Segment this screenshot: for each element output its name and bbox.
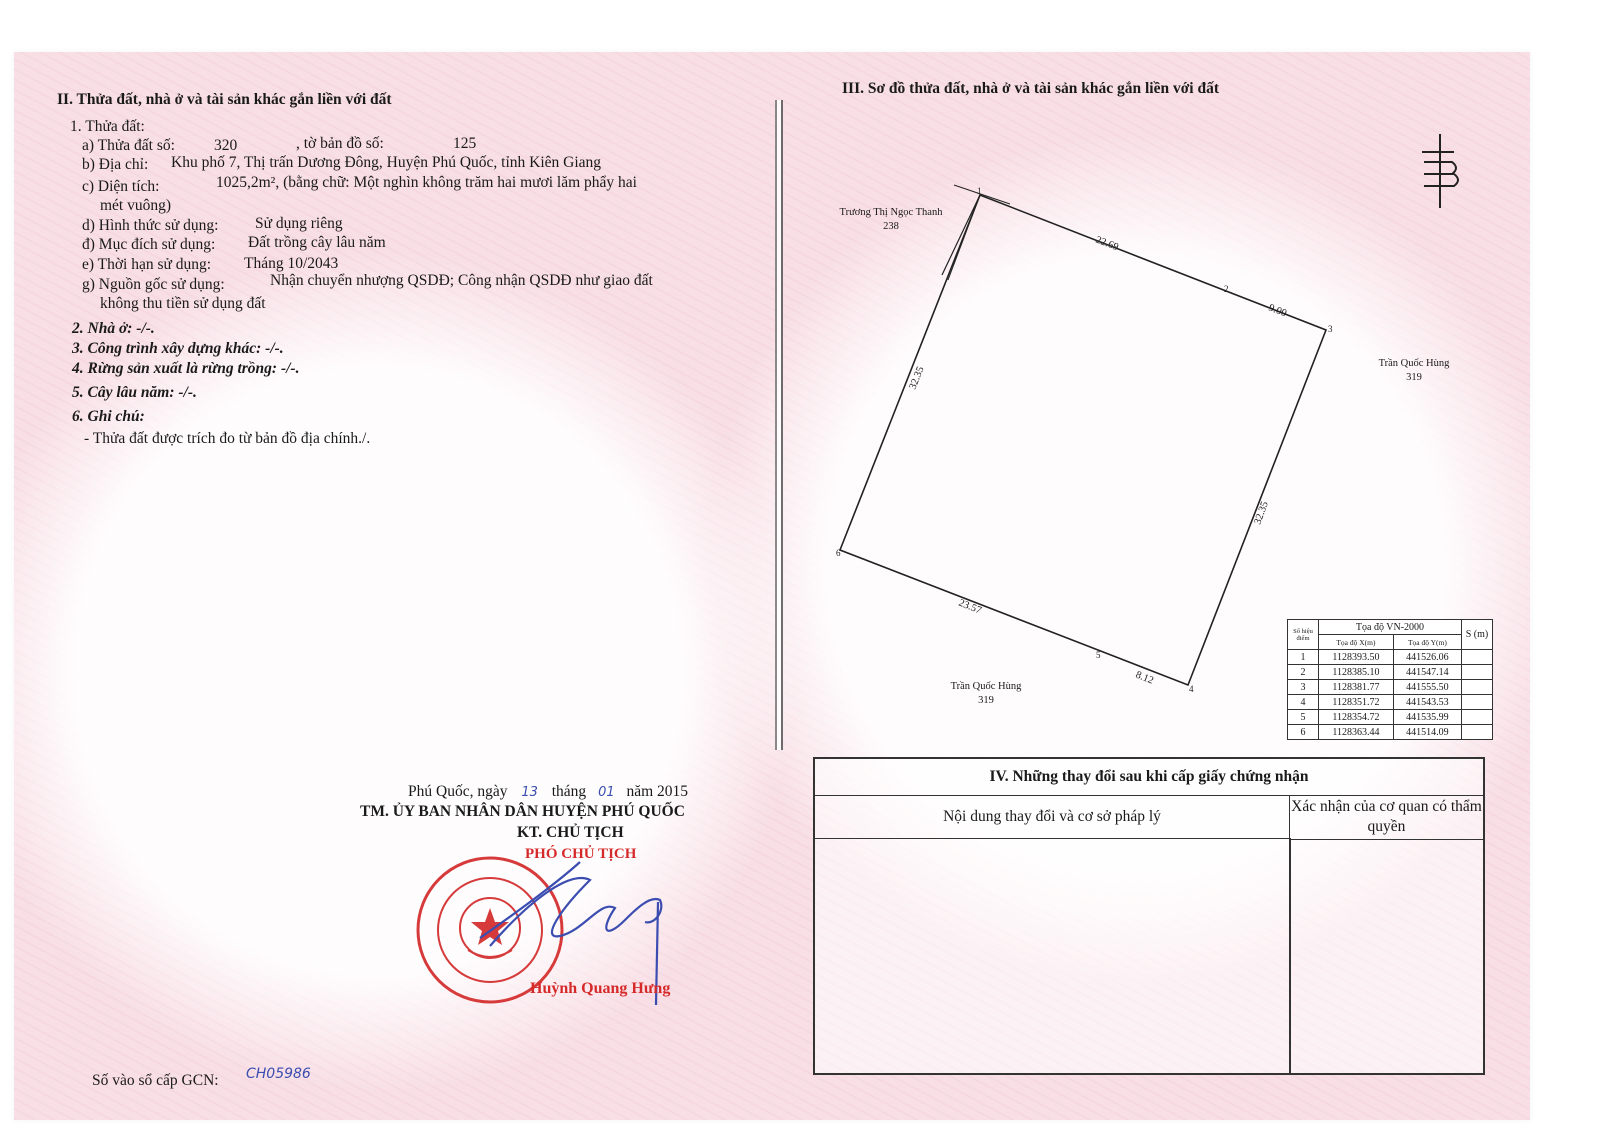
- table-row: [1288, 710, 1493, 725]
- register-number: CH05986: [246, 1066, 311, 1082]
- forest-item: 4. Rừng sản xuất là rừng trồng: -/-.: [72, 360, 300, 377]
- neighbor-bottom-parcel: 319: [978, 695, 994, 706]
- coord-n: 3: [1288, 680, 1319, 695]
- coord-n: 5: [1288, 710, 1319, 725]
- edge-3-4: 32.35: [1252, 500, 1271, 527]
- coord-y: 441514.09: [1393, 725, 1461, 740]
- column-divider: [1289, 838, 1291, 1073]
- month-label: tháng: [551, 783, 587, 800]
- usage-term-value: Tháng 10/2043: [244, 255, 339, 272]
- map-sheet-label: , tờ bản đồ số:: [296, 135, 384, 152]
- coord-x: 1128363.44: [1319, 725, 1394, 740]
- vertex-6: 6: [836, 548, 841, 558]
- table-row: [1288, 725, 1493, 740]
- sign-kt-title: KT. CHỦ TỊCH: [517, 824, 624, 841]
- neighbor-bottom: [934, 680, 1038, 708]
- coord-y: 441543.53: [1393, 695, 1461, 710]
- parcel-number-value: 320: [214, 137, 238, 154]
- edge-6-1: 32.35: [907, 365, 927, 392]
- usage-purpose-value: Đất trồng cây lâu năm: [248, 234, 386, 251]
- coord-s: [1462, 650, 1493, 665]
- changes-col-confirmation: Xác nhận của cơ quan có thẩm quyền: [1290, 796, 1483, 840]
- edge-2-3: 9.00: [1266, 302, 1289, 320]
- map-sheet-value: 125: [453, 135, 477, 152]
- sign-month: 01: [598, 785, 615, 800]
- parcel-item-label: 1. Thửa đất:: [70, 118, 145, 135]
- coord-n: 4: [1288, 695, 1319, 710]
- section-2-heading: II. Thửa đất, nhà ở và tài sản khác gắn liền với đất: [57, 91, 392, 108]
- origin-label: g) Nguồn gốc sử dụng:: [82, 276, 225, 293]
- coord-s: [1462, 680, 1493, 695]
- coord-n: 1: [1288, 650, 1319, 665]
- neighbor-right-name: Trần Quốc Hùng: [1378, 358, 1450, 369]
- coord-y: 441526.06: [1393, 650, 1461, 665]
- area-label: c) Diện tích:: [82, 178, 160, 195]
- section-3-heading: III. Sơ đồ thửa đất, nhà ở và tài sản khác gắn liền với đất: [842, 80, 1220, 97]
- coord-s: [1462, 695, 1493, 710]
- note-text: - Thửa đất được trích đo từ bản đồ địa chính./.: [84, 430, 371, 447]
- table-row: [1288, 695, 1493, 710]
- perennial-tree-item: 5. Cây lâu năm: -/-.: [72, 384, 197, 401]
- usage-term-label: e) Thời hạn sử dụng:: [82, 256, 212, 273]
- edge-5-6: 23.57: [956, 597, 983, 617]
- address-label: b) Địa chỉ:: [82, 156, 149, 173]
- sign-organization: TM. ỦY BAN NHÂN DÂN HUYỆN PHÚ QUỐC: [360, 803, 685, 820]
- page-fold: [775, 100, 783, 750]
- sign-day: 13: [521, 785, 538, 800]
- changes-col-content: Nội dung thay đổi và cơ sở pháp lý: [815, 796, 1290, 839]
- vertex-4: 4: [1189, 684, 1194, 694]
- coord-y: 441547.14: [1393, 665, 1461, 680]
- house-item: 2. Nhà ở: -/-.: [72, 320, 155, 337]
- sign-year: năm 2015: [626, 783, 689, 800]
- coord-x: 1128381.77: [1319, 680, 1394, 695]
- coordinate-table: [1287, 619, 1493, 740]
- coord-n: 2: [1288, 665, 1319, 680]
- edge-1-2: 22.69: [1093, 234, 1120, 254]
- signer-name: Huỳnh Quang Hưng: [530, 980, 671, 997]
- origin-value-cont: không thu tiền sử dụng đất: [100, 295, 266, 312]
- section-4-heading: IV. Những thay đổi sau khi cấp giấy chứng nhận: [815, 759, 1483, 796]
- neighbor-bottom-name: Trần Quốc Hùng: [950, 681, 1022, 692]
- note-heading: 6. Ghi chú:: [72, 408, 145, 425]
- vertex-5: 5: [1096, 650, 1101, 660]
- register-label: Số vào sổ cấp GCN:: [92, 1072, 219, 1089]
- parcel-boundary: [840, 195, 1326, 685]
- coord-header-y: Tọa độ Y(m): [1393, 635, 1461, 650]
- sign-place-date: [408, 783, 688, 801]
- neighbor-top-name: Trương Thị Ngọc Thanh: [839, 207, 943, 218]
- coord-y: 441535.99: [1393, 710, 1461, 725]
- area-value-cont: mét vuông): [100, 197, 172, 214]
- coord-header-x: Tọa độ X(m): [1319, 635, 1394, 650]
- usage-form-value: Sử dụng riêng: [255, 215, 343, 232]
- coord-x: 1128351.72: [1319, 695, 1394, 710]
- table-row: [1288, 665, 1493, 680]
- date-prefix: Phú Quốc, ngày: [408, 783, 508, 800]
- coord-header-system: Tọa độ VN-2000: [1319, 620, 1462, 635]
- table-row: [1288, 680, 1493, 695]
- coord-header-point: Số hiệu điểm: [1288, 620, 1319, 650]
- vertex-2: 2: [1224, 284, 1229, 294]
- coord-n: 6: [1288, 725, 1319, 740]
- other-construction-item: 3. Công trình xây dựng khác: -/-.: [72, 340, 284, 357]
- usage-form-label: d) Hình thức sử dụng:: [82, 217, 219, 234]
- vertex-1: 1: [977, 186, 982, 196]
- area-value: 1025,2m², (bằng chữ: Một nghìn không trăm hai mươi lăm phẩy hai: [216, 174, 637, 191]
- coord-header-s: S (m): [1462, 620, 1493, 650]
- changes-table: [813, 757, 1485, 1075]
- neighbor-top-parcel: 238: [883, 221, 899, 232]
- edge-4-5: 8.12: [1133, 669, 1156, 687]
- coord-s: [1462, 725, 1493, 740]
- neighbor-top: [826, 206, 956, 234]
- north-arrow-icon: [1410, 130, 1470, 212]
- sign-role: PHÓ CHỦ TỊCH: [525, 846, 637, 862]
- origin-value: Nhận chuyển nhượng QSDĐ; Công nhận QSDĐ như giao đất: [270, 272, 653, 289]
- parcel-number-label: a) Thửa đất số:: [82, 137, 175, 154]
- neighbor-right-parcel: 319: [1406, 372, 1422, 383]
- coord-x: 1128393.50: [1319, 650, 1394, 665]
- coord-x: 1128354.72: [1319, 710, 1394, 725]
- address-value: Khu phố 7, Thị trấn Dương Đông, Huyện Phú Quốc, tỉnh Kiên Giang: [171, 154, 602, 171]
- coord-y: 441555.50: [1393, 680, 1461, 695]
- usage-purpose-label: đ) Mục đích sử dụng:: [82, 236, 216, 253]
- vertex-3: 3: [1328, 324, 1333, 334]
- neighbor-right: [1362, 357, 1466, 385]
- table-row: [1288, 650, 1493, 665]
- coord-x: 1128385.10: [1319, 665, 1394, 680]
- coord-s: [1462, 710, 1493, 725]
- coord-s: [1462, 665, 1493, 680]
